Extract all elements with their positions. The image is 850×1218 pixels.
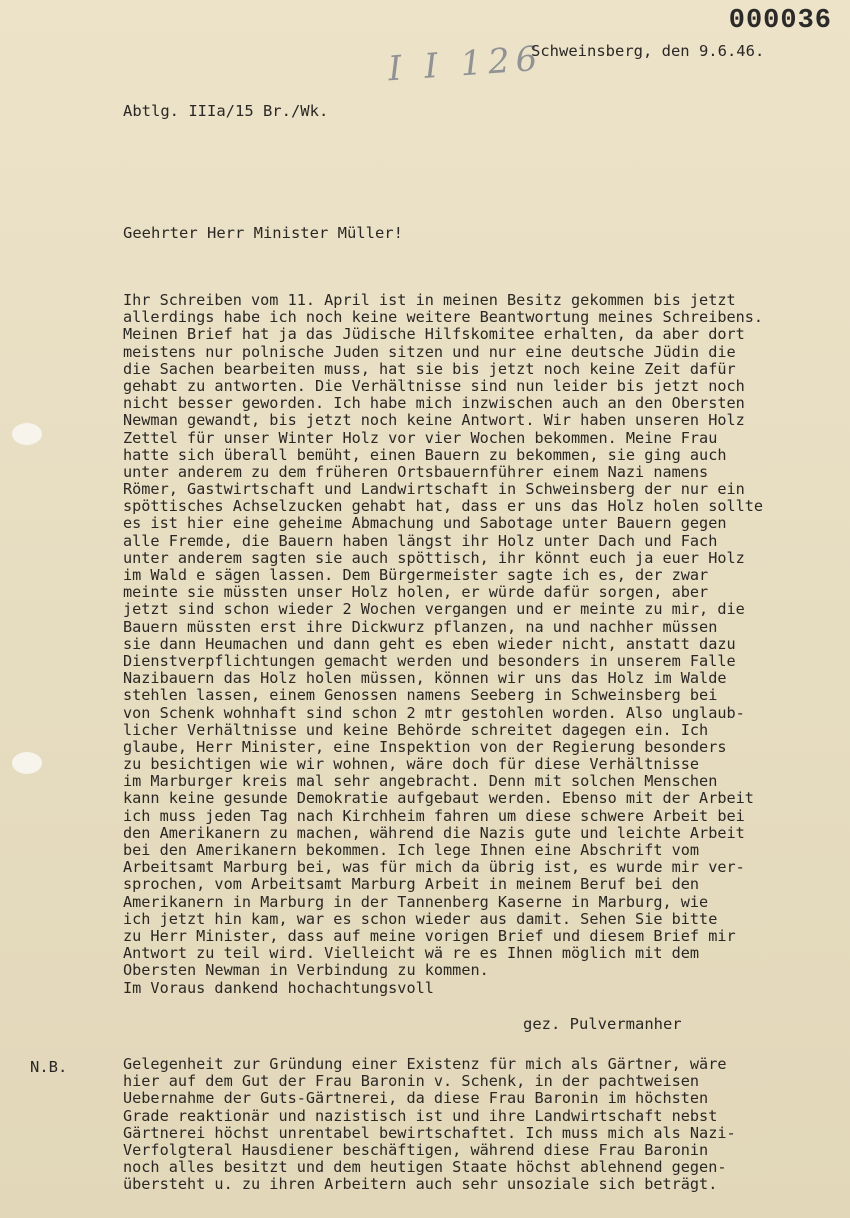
text-line: zu besichtigen wie wir wohnen, wäre doch für diese Verhältnisse: [123, 756, 700, 774]
archive-stamp-number: 000036: [728, 6, 832, 36]
text-line: Im Voraus dankend hochachtungsvoll: [123, 979, 434, 997]
text-line: im Marburger kreis mal sehr angebracht. Denn mit solchen Menschen: [123, 773, 718, 791]
text-line: Grade reaktionär und nazistisch ist und ihre Landwirtschaft nebst: [123, 1107, 718, 1125]
text-line: ich jetzt hin kam, war es schon wieder aus damit. Sehen Sie bitte: [123, 910, 718, 928]
text-line: Zettel für unser Winter Holz vor vier Wochen bekommen. Meine Frau: [123, 429, 718, 447]
text-line: Gärtnerei höchst unrentabel bewirtschaftet. Ich muss mich als Nazi-: [123, 1124, 736, 1142]
text-line: Bauern müssten erst ihre Dickwurz pflanzen, na und nachher müssen: [123, 618, 718, 636]
text-line: Dienstverpflichtungen gemacht werden und besonders in unserem Falle: [123, 652, 736, 670]
text-line: gehabt zu antworten. Die Verhältnisse sind nun leider bis jetzt noch: [123, 377, 745, 395]
text-line: glaube, Herr Minister, eine Inspektion von der Regierung besonders: [123, 738, 727, 756]
text-line: meistens nur polnische Juden sitzen und nur eine deutsche Jüdin die: [123, 343, 736, 361]
text-line: hatte sich überall bemüht, einen Bauern zu bekommen, sie ging auch: [123, 446, 727, 464]
text-line: spöttisches Achselzucken gehabt hat, dass er uns das Holz holen sollte: [123, 498, 764, 516]
text-line: Meinen Brief hat ja das Jüdische Hilfskomitee erhalten, da aber dort: [123, 326, 745, 344]
handwritten-mark: I I 126: [386, 38, 545, 90]
text-line: stehlen lassen, einem Genossen namens Seeberg in Schweinsberg bei: [123, 687, 718, 705]
text-line: allerdings habe ich noch keine weitere Beantwortung meines Schreibens.: [123, 309, 764, 327]
text-line: ich muss jeden Tag nach Kirchheim fahren um diese schwere Arbeit bei: [123, 807, 745, 825]
text-line: jetzt sind schon wieder 2 Wochen vergangen und er meinte zu mir, die: [123, 601, 745, 619]
punch-hole: [12, 423, 42, 445]
text-line: von Schenk wohnhaft sind schon 2 mtr gestohlen worden. Also unglaub-: [123, 704, 745, 722]
text-line: Arbeitsamt Marburg bei, was für mich da übrig ist, es wurde mir ver-: [123, 859, 745, 877]
text-line: nicht besser geworden. Ich habe mich inzwischen auch an den Obersten: [123, 395, 745, 413]
text-line: Gelegenheit zur Gründung einer Existenz für mich als Gärtner, wäre: [123, 1056, 727, 1073]
text-line: unter anderem zu dem früheren Ortsbauernführer einem Nazi namens: [123, 463, 709, 481]
text-line: übersteht u. zu ihren Arbeitern auch sehr unsoziale sich beträgt.: [123, 1176, 718, 1194]
text-line: noch alles besitzt und dem heutigen Staate höchst ablehnend gegen-: [123, 1159, 727, 1177]
nb-body: [123, 1056, 833, 1194]
salutation: Geehrter Herr Minister Müller!: [123, 224, 403, 242]
text-line: zu Herr Minister, dass auf meine vorigen Brief und diesem Brief mir: [123, 927, 736, 945]
text-line: Obersten Newman in Verbindung zu kommen.: [123, 962, 489, 980]
text-line: alle Fremde, die Bauern haben längst ihr Holz unter Dach und Fach: [123, 532, 718, 550]
text-line: Antwort zu teil wird. Vielleicht wä re es Ihnen möglich mit dem: [123, 945, 700, 963]
text-line: den Amerikanern zu machen, während die Nazis gute und leichte Arbeit: [123, 824, 745, 842]
text-line: kann keine gesunde Demokratie aufgebaut werden. Ebenso mit der Arbeit: [123, 790, 754, 808]
letter-body: [123, 292, 850, 997]
text-line: sie dann Heumachen und dann geht es eben wieder nicht, anstatt dazu: [123, 635, 736, 653]
text-line: Römer, Gastwirtschaft und Landwirtschaft in Schweinsberg der nur ein: [123, 481, 745, 499]
text-line: Nazibauern das Holz holen müssen, können wir uns das Holz im Walde: [123, 670, 727, 688]
nb-label: N.B.: [30, 1058, 68, 1076]
text-line: die Sachen bearbeiten muss, hat sie bis jetzt noch keine Zeit dafür: [123, 360, 736, 378]
text-line: hier auf dem Gut der Frau Baronin v. Schenk, in der pachtweisen: [123, 1073, 700, 1091]
signature: gez. Pulvermanher: [523, 1015, 682, 1033]
text-line: licher Verhältnisse und keine Behörde schreitet dagegen ein. Ich: [123, 721, 709, 739]
text-line: Amerikanern in Marburg in der Tannenberg Kaserne in Marburg, wie: [123, 893, 709, 911]
punch-hole: [12, 752, 42, 774]
reference-line: Abtlg. IIIa/15 Br./Wk.: [123, 102, 329, 120]
text-line: Newman gewandt, bis jetzt noch keine Antwort. Wir haben unseren Holz: [123, 412, 745, 430]
dateline: Schweinsberg, den 9.6.46.: [531, 42, 765, 60]
text-line: Uebernahme der Guts-Gärtnerei, da diese Frau Baronin im höchsten: [123, 1090, 709, 1108]
text-line: Verfolgteral Hausdiener beschäftigen, während diese Frau Baronin: [123, 1141, 709, 1159]
text-line: meinte sie müssten unser Holz holen, er würde dafür sorgen, aber: [123, 584, 709, 602]
text-line: im Wald e sägen lassen. Dem Bürgermeister sagte ich es, der zwar: [123, 567, 709, 584]
text-line: Ihr Schreiben vom 11. April ist in meinen Besitz gekommen bis jetzt: [123, 292, 736, 309]
text-line: unter anderem sagten sie auch spöttisch, ihr könnt euch ja euer Holz: [123, 549, 745, 567]
text-line: es ist hier eine geheime Abmachung und Sabotage unter Bauern gegen: [123, 515, 727, 533]
text-line: bei den Amerikanern bekommen. Ich lege Ihnen eine Abschrift vom: [123, 842, 700, 859]
text-line: sprochen, vom Arbeitsamt Marburg Arbeit in meinem Beruf bei den: [123, 876, 700, 894]
